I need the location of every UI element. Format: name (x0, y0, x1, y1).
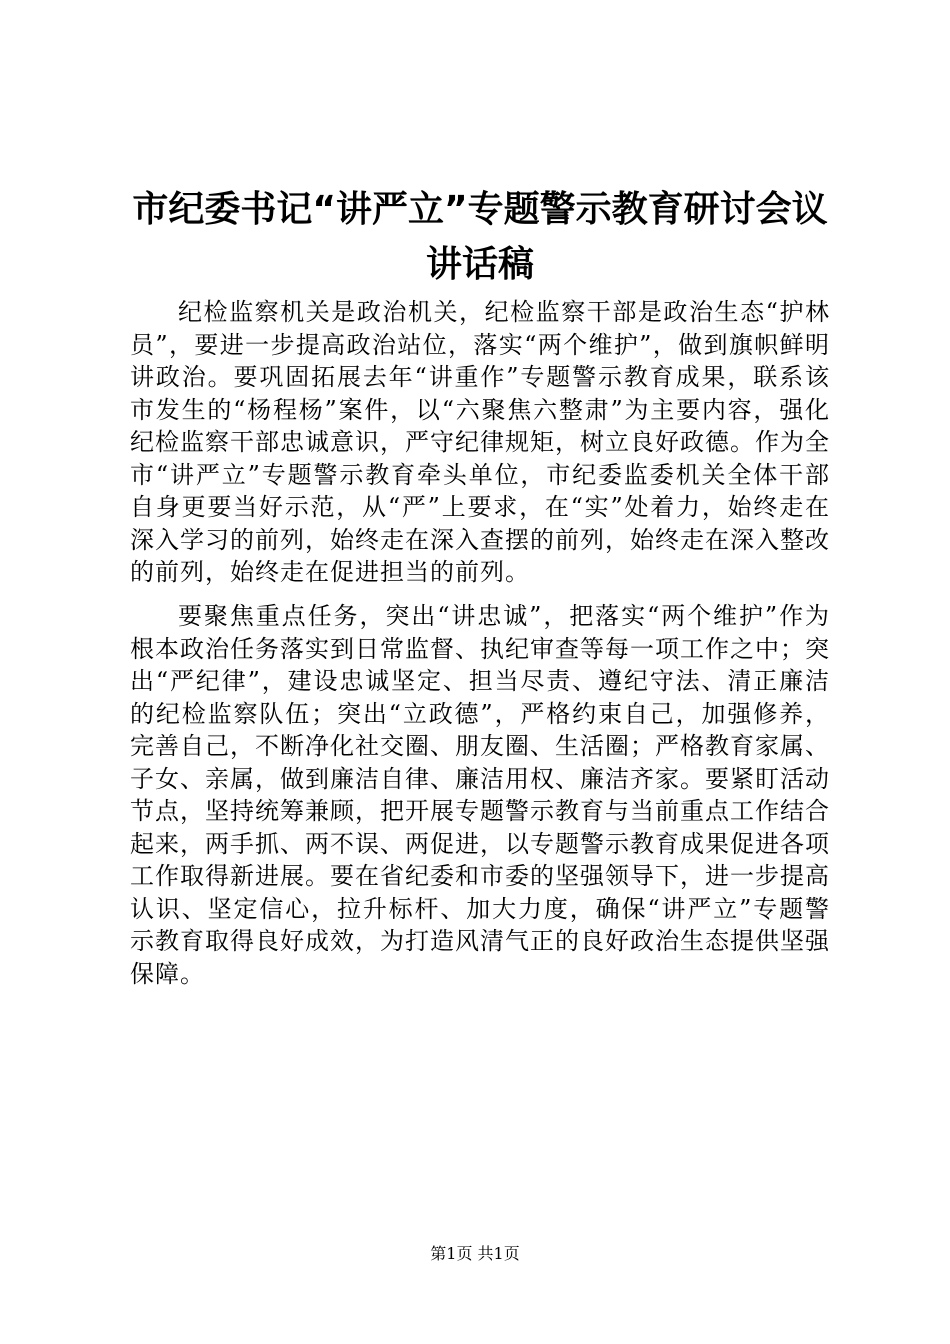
page-footer: 第1页 共1页 (430, 1244, 520, 1263)
body-paragraph-1: 纪检监察机关是政治机关，纪检监察干部是政治生态“护林员”，要进一步提高政治站位，落实“两个维护”，做到旗帜鲜明讲政治。要巩固拓展去年“讲重作”专题警示教育成果，联系该市发生的“杨程杨”案件，以“六聚焦六整肃”为主要内容，强化纪检监察干部忠诚意识，严守纪律规矩，树立良好政德。作为全市“讲严立”专题警示教育牵头单位，市纪委监委机关全体干部自身更要当好示范，从“严”上要求，在“实”处着力，始终走在深入学习的前列，始终走在深入查摆的前列，始终走在深入整改的前列，始终走在促进担当的前列。 (130, 298, 830, 586)
document-title: 市纪委书记“讲严立”专题警示教育研讨会议讲话稿 (132, 189, 828, 285)
body-paragraph-2: 要聚焦重点任务，突出“讲忠诚”，把落实“两个维护”作为根本政治任务落实到日常监督、执纪审查等每一项工作之中；突出“严纪律”，建设忠诚坚定、担当尽责、遵纪守法、清正廉洁的纪检监察队伍；突出“立政德”，严格约束自己，加强修养，完善自己，不断净化社交圈、朋友圈、生活圈；严格教育家属、子女、亲属，做到廉洁自律、廉洁用权、廉洁齐家。要紧盯活动节点，坚持统筹兼顾，把开展专题警示教育与当前重点工作结合起来，两手抓、两不误、两促进，以专题警示教育成果促进各项工作取得新进展。要在省纪委和市委的坚强领导下，进一步提高认识、坚定信心，拉升标杆、加大力度，确保“讲严立”专题警示教育取得良好成效，为打造风清气正的良好政治生态提供坚强保障。 (130, 602, 830, 988)
